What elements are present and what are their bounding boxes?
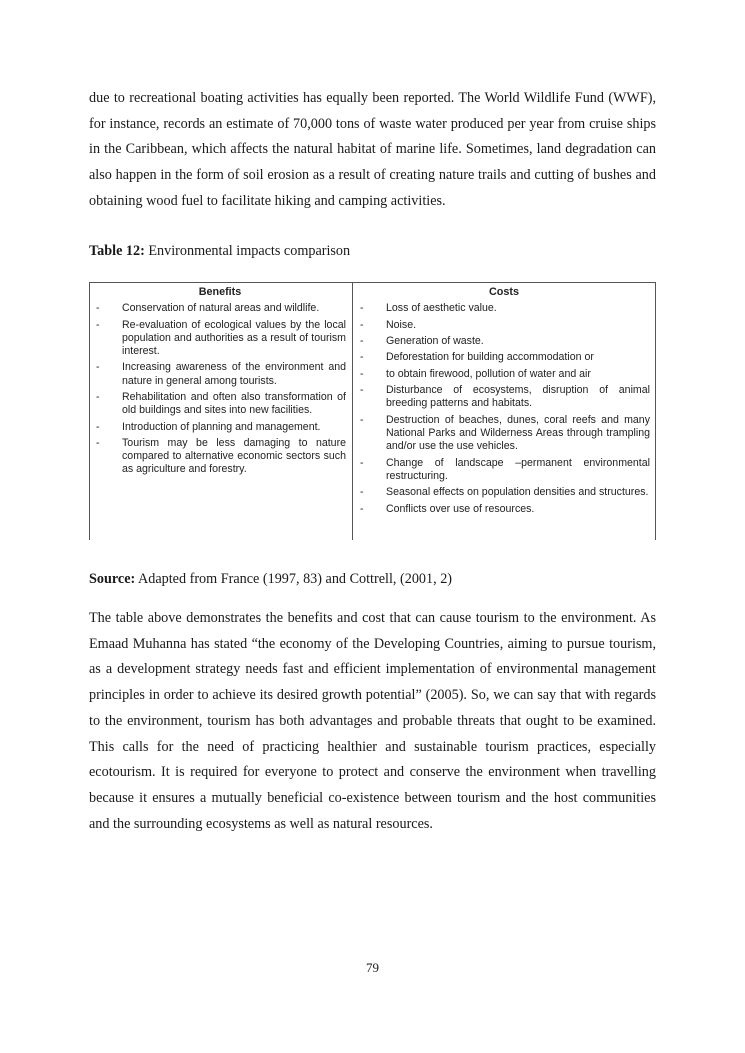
cost-text: Conflicts over use of resources. — [386, 502, 535, 515]
bullet-dash: - — [96, 436, 100, 449]
body-paragraph-1: due to recreational boating activities has equally been reported. The World Wildlife Fund (WWF), for instance, records an estimate of 70,000 tons of waste water produced per year from cruise ships in the Caribbean, which affects the natural habitat of marine life. Sometimes, land degradation can also happen in the form of soil erosion as a result of creating nature trails and cutting of bushes and obtaining wood fuel to facilitate hiking and camping activities. — [89, 90, 656, 209]
bullet-dash: - — [360, 367, 364, 380]
bullet-dash: - — [96, 318, 100, 331]
benefit-item — [94, 361, 346, 387]
benefit-item — [94, 437, 346, 477]
benefit-item — [94, 391, 346, 417]
cost-item — [358, 368, 650, 381]
bullet-dash: - — [360, 302, 364, 315]
environmental-impacts-table — [89, 282, 656, 540]
bullet-dash: - — [360, 456, 364, 469]
bullet-dash: - — [360, 413, 364, 426]
benefit-text: Rehabilitation and often also transformation of old buildings and sites into new facilities. — [122, 390, 346, 417]
cost-text: Change of landscape –permanent environmental restructuring. — [386, 456, 650, 482]
cost-text: Deforestation for building accommodation or — [386, 351, 594, 364]
table-column-divider — [352, 282, 353, 540]
bullet-dash: - — [96, 302, 100, 315]
cost-item — [358, 351, 650, 364]
table-left-border — [89, 282, 90, 540]
cost-text: Disturbance of ecosystems, disruption of animal breeding patterns and habitats. — [386, 384, 650, 410]
table-top-border — [89, 282, 656, 283]
cost-item — [358, 302, 650, 315]
cost-item — [358, 384, 650, 410]
bullet-dash: - — [360, 334, 364, 347]
table-source — [89, 571, 452, 588]
cost-text: Generation of waste. — [386, 334, 484, 347]
benefit-item — [94, 302, 346, 315]
bullet-dash: - — [360, 318, 364, 331]
cost-text: Destruction of beaches, dunes, coral reefs and many National Parks and Wilderness Areas through trampling and/or use the use vehicles. — [386, 413, 650, 453]
benefits-list — [94, 302, 346, 476]
bullet-dash: - — [96, 420, 100, 433]
cost-text: Seasonal effects on population densities and structures. — [386, 486, 649, 499]
benefit-text: Increasing awareness of the environment and nature in general among tourists. — [122, 361, 346, 387]
costs-column — [358, 286, 650, 519]
bullet-dash: - — [360, 351, 364, 364]
cost-item — [358, 503, 650, 516]
costs-header: Costs — [489, 286, 519, 298]
page-number: 79 — [366, 960, 379, 975]
table-caption — [89, 243, 350, 260]
bullet-dash: - — [360, 486, 364, 499]
cost-item — [358, 319, 650, 332]
bullet-dash: - — [360, 502, 364, 515]
cost-text: to obtain firewood, pollution of water and air — [386, 367, 591, 380]
bullet-dash: - — [96, 390, 100, 403]
bullet-dash: - — [96, 361, 100, 374]
benefit-text: Tourism may be less damaging to nature compared to alternative economic sectors such as agriculture and forestry. — [122, 436, 346, 476]
benefit-item — [94, 421, 346, 434]
cost-text: Noise. — [386, 318, 417, 331]
table-caption-text: Environmental impacts comparison — [144, 243, 351, 259]
cost-item — [358, 486, 650, 499]
source-text: Adapted from France (1997, 83) and Cottrell, (2001, 2) — [135, 571, 453, 587]
source-label: Source: — [89, 571, 136, 587]
cost-item — [358, 457, 650, 483]
benefits-column — [94, 286, 346, 480]
benefit-text: Introduction of planning and management. — [122, 420, 321, 433]
benefit-text: Re-evaluation of ecological values by the local population and authorities as a result of tourism interest. — [122, 318, 346, 357]
table-right-border — [655, 282, 656, 540]
cost-text: Loss of aesthetic value. — [386, 302, 497, 315]
benefits-header: Benefits — [198, 286, 242, 298]
benefit-item — [94, 319, 346, 359]
benefit-text: Conservation of natural areas and wildlife. — [122, 302, 320, 315]
bullet-dash: - — [360, 384, 364, 397]
cost-item — [358, 414, 650, 454]
costs-list — [358, 302, 650, 516]
cost-item — [358, 335, 650, 348]
body-paragraph-2: The table above demonstrates the benefits and cost that can cause tourism to the environment. As Emaad Muhanna has stated “the economy of the Developing Countries, aiming to pursue tourism, as a development strategy needs fast and efficient implementation of environmental management principles in order to achieve its desired growth potential” (2005). So, we can say that with regards to the environment, tourism has both advantages and probable threats that ought to be examined. This calls for the need of practicing healthier and sustainable tourism practices, especially ecotourism. It is required for everyone to protect and conserve the environment when travelling because it ensures a mutually beneficial co-existence between tourism and the host communities and the surrounding ecosystems as well as natural resources. — [89, 610, 656, 832]
table-caption-label: Table 12: — [89, 243, 145, 259]
